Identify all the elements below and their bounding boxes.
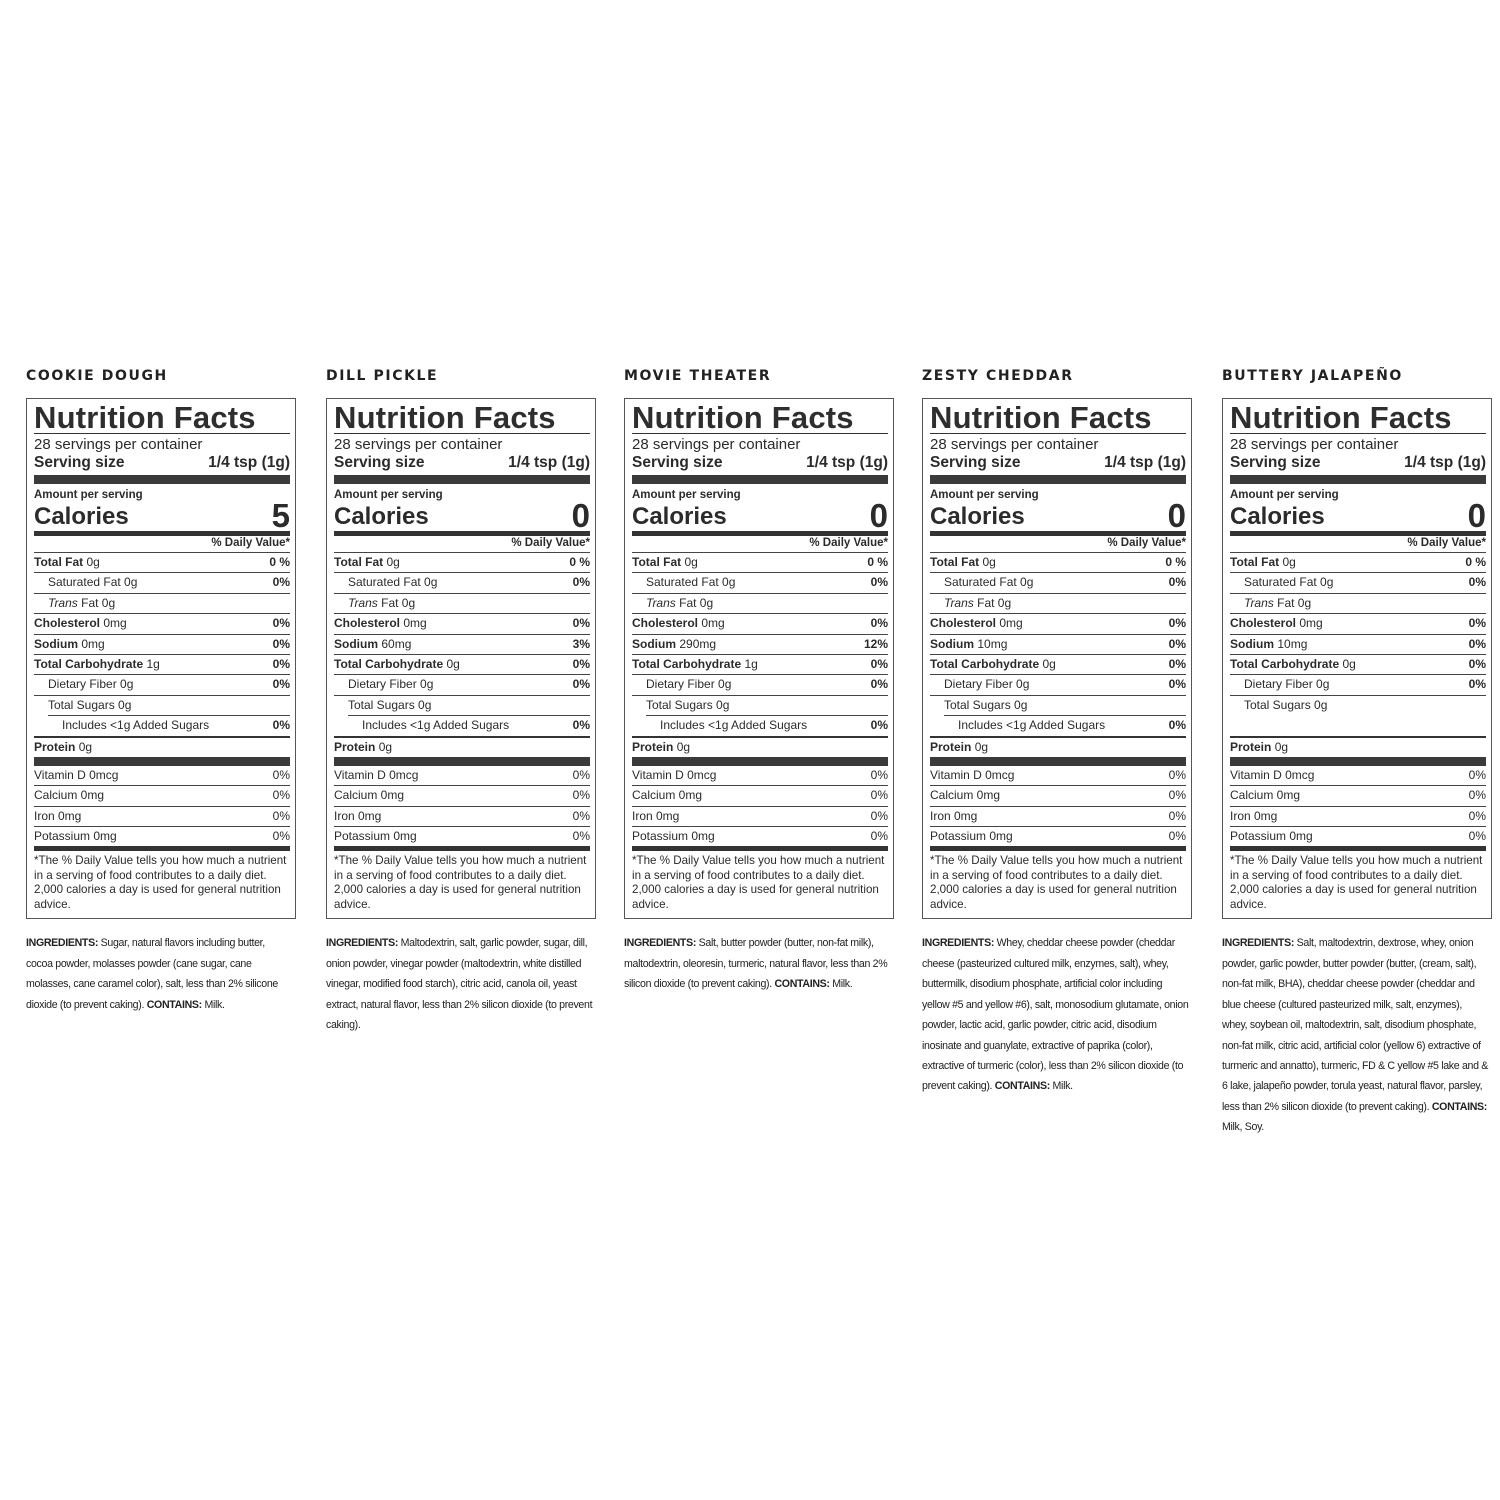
- daily-value-header: % Daily Value*: [809, 537, 888, 549]
- servings-per-container: 28 servings per container: [334, 436, 503, 453]
- nutrient-name: Vitamin D 0mcg: [930, 767, 1015, 782]
- saturated-fat-row: [334, 572, 590, 592]
- cholesterol-row: [632, 613, 888, 633]
- total-sugars-row: [34, 695, 290, 715]
- calories-value: 0: [869, 497, 888, 534]
- added-sugars-row: [646, 715, 888, 735]
- nutrient-dv: 0%: [1168, 575, 1186, 590]
- thick-divider: [34, 757, 290, 766]
- nutrient-dv: 0%: [870, 788, 888, 803]
- nutrient-name: Dietary Fiber 0g: [348, 677, 434, 692]
- dietary-fiber-row: [930, 674, 1186, 694]
- nutrient-name: Includes <1g Added Sugars: [62, 718, 210, 733]
- nutrient-dv: 0%: [1468, 636, 1486, 651]
- sodium-row: [1230, 634, 1486, 654]
- nutrient-name: Dietary Fiber 0g: [646, 677, 732, 692]
- sodium-row: [34, 634, 290, 654]
- nutrient-dv: 0%: [1168, 788, 1186, 803]
- total-carbohydrate-row: [632, 654, 888, 674]
- ingredients-text: INGREDIENTS: Sugar, natural flavors including butter, cocoa powder, molasses powder (cane sugar, cane molasses, cane caramel color), salt, less than 2% silicone dioxide (to prevent caking). CONTAINS: Milk.: [26, 937, 278, 1011]
- nutrient-dv: 0 %: [269, 555, 290, 569]
- serving-size-value: 1/4 tsp (1g): [508, 454, 590, 471]
- serving-size-label: Serving size: [930, 454, 1021, 471]
- ingredients-text: INGREDIENTS: Maltodextrin, salt, garlic powder, sugar, dill, onion powder, vinegar powder (maltodextrin, white distilled vinegar, modified food starch), citric acid, canola oil, yeast extract, natural flavor, less than 2% silicon dioxide (to prevent caking).: [326, 937, 593, 1032]
- nutrient-name: Vitamin D 0mcg: [632, 767, 717, 782]
- flavor-column: [26, 366, 294, 1015]
- thick-divider: [1230, 757, 1486, 766]
- nutrient-dv: 0%: [272, 636, 290, 651]
- total-fat-row: [1230, 552, 1486, 572]
- sodium-row: [632, 634, 888, 654]
- nutrient-name: Calcium 0mg: [632, 788, 703, 803]
- thick-divider: [632, 757, 888, 766]
- nutrient-name: Total Fat 0g: [1230, 555, 1296, 569]
- nutrient-name: Potassium 0mg: [34, 829, 117, 844]
- thick-divider: [930, 757, 1186, 766]
- nutrient-dv: 0%: [1468, 808, 1486, 823]
- nutrient-name: Saturated Fat 0g: [348, 575, 438, 590]
- servings-per-container: 28 servings per container: [930, 436, 1099, 453]
- nutrient-name: Trans Fat 0g: [348, 595, 416, 610]
- flavor-name: DILL PICKLE: [326, 368, 439, 384]
- amount-per-serving: Amount per serving: [930, 489, 1039, 501]
- nutrient-dv: 0%: [870, 656, 888, 671]
- dietary-fiber-row: [632, 674, 888, 694]
- nutrient-name: Includes <1g Added Sugars: [362, 718, 510, 733]
- nutrient-dv: 0 %: [569, 555, 590, 569]
- nutrition-facts-title: Nutrition Facts: [34, 400, 256, 435]
- nutrient-dv: 0%: [572, 616, 590, 631]
- serving-size-value: 1/4 tsp (1g): [806, 454, 888, 471]
- nutrient-dv: 0%: [1168, 808, 1186, 823]
- nutrient-name: Protein 0g: [930, 739, 989, 754]
- nutrient-name: Protein 0g: [334, 739, 393, 754]
- serving-size-row: [334, 453, 590, 472]
- vitamin-d-row: [632, 766, 888, 785]
- nutrient-name: Saturated Fat 0g: [1244, 575, 1334, 590]
- nutrient-name: Potassium 0mg: [334, 829, 417, 844]
- calories-label: Calories: [632, 503, 727, 530]
- nutrient-name: Saturated Fat 0g: [48, 575, 138, 590]
- nutrient-dv: 0 %: [1165, 555, 1186, 569]
- total-carbohydrate-row: [1230, 654, 1486, 674]
- nutrient-name: Total Carbohydrate 0g: [334, 656, 460, 671]
- nutrient-dv: 0%: [870, 829, 888, 844]
- vitamin-d-row: [1230, 766, 1486, 785]
- potassium-row: [632, 826, 888, 846]
- nutrient-name: Iron 0mg: [334, 808, 382, 823]
- nutrient-name: Potassium 0mg: [1230, 829, 1313, 844]
- amount-per-serving: Amount per serving: [1230, 489, 1339, 501]
- thick-divider: [334, 757, 590, 766]
- nutrient-dv: 0%: [1168, 718, 1186, 733]
- nutrient-name: Potassium 0mg: [632, 829, 715, 844]
- nutrient-dv: 0 %: [1465, 555, 1486, 569]
- nutrient-dv: 0%: [572, 829, 590, 844]
- iron-row: [930, 806, 1186, 826]
- amount-per-serving: Amount per serving: [334, 489, 443, 501]
- nutrient-dv: 0%: [1468, 767, 1486, 782]
- amount-per-serving: Amount per serving: [632, 489, 741, 501]
- trans-fat-row: [1230, 593, 1486, 613]
- dietary-fiber-row: [34, 674, 290, 694]
- cholesterol-row: [34, 613, 290, 633]
- total-sugars-row: [930, 695, 1186, 715]
- nutrient-dv: 0%: [870, 616, 888, 631]
- daily-value-footnote: *The % Daily Value tells you how much a nutrient in a serving of food contributes to a daily diet. 2,000 calories a day is used for general nutrition advice.: [632, 854, 885, 911]
- nutrient-dv: 0%: [1168, 829, 1186, 844]
- thick-divider: [1230, 475, 1486, 484]
- nutrient-dv: 0%: [272, 808, 290, 823]
- iron-row: [632, 806, 888, 826]
- potassium-row: [34, 826, 290, 846]
- calories-row: [1230, 497, 1486, 534]
- nutrient-dv: 0%: [1468, 656, 1486, 671]
- thick-divider: [632, 475, 888, 484]
- trans-fat-row: [930, 593, 1186, 613]
- flavor-column: [1222, 366, 1490, 1138]
- total-fat-row: [34, 552, 290, 572]
- nutrient-dv: 0%: [1468, 575, 1486, 590]
- nutrient-dv: 0%: [1468, 829, 1486, 844]
- nutrient-name: Trans Fat 0g: [646, 595, 714, 610]
- nutrient-dv: 0%: [572, 656, 590, 671]
- nutrition-facts-title: Nutrition Facts: [1230, 400, 1452, 435]
- nutrient-name: Total Sugars 0g: [1244, 697, 1328, 712]
- total-sugars-row: [1230, 695, 1486, 715]
- nutrient-dv: 0%: [1468, 677, 1486, 692]
- nutrient-name: Includes <1g Added Sugars: [660, 718, 808, 733]
- nutrient-name: Cholesterol 0mg: [34, 616, 127, 631]
- calcium-row: [632, 785, 888, 805]
- serving-size-row: [1230, 453, 1486, 472]
- nutrient-dv: 0%: [572, 788, 590, 803]
- nutrient-name: Saturated Fat 0g: [944, 575, 1034, 590]
- serving-size-value: 1/4 tsp (1g): [1404, 454, 1486, 471]
- nutrient-name: Protein 0g: [1230, 739, 1289, 754]
- nutrient-name: Potassium 0mg: [930, 829, 1013, 844]
- calories-label: Calories: [930, 503, 1025, 530]
- total-fat-row: [334, 552, 590, 572]
- flavor-name: COOKIE DOUGH: [26, 368, 168, 384]
- flavor-name: MOVIE THEATER: [624, 368, 772, 384]
- nutrient-dv: 0%: [272, 767, 290, 782]
- saturated-fat-row: [632, 572, 888, 592]
- serving-size-label: Serving size: [1230, 454, 1321, 471]
- saturated-fat-row: [930, 572, 1186, 592]
- total-sugars-row: [632, 695, 888, 715]
- protein-row: [930, 736, 1186, 757]
- vitamin-d-row: [930, 766, 1186, 785]
- saturated-fat-row: [34, 572, 290, 592]
- nutrient-dv: 0%: [1468, 788, 1486, 803]
- daily-value-footnote: *The % Daily Value tells you how much a nutrient in a serving of food contributes to a daily diet. 2,000 calories a day is used for general nutrition advice.: [1230, 854, 1483, 911]
- daily-value-header: % Daily Value*: [511, 537, 590, 549]
- iron-row: [334, 806, 590, 826]
- nutrient-dv: 0%: [1168, 616, 1186, 631]
- nutrient-dv: 0%: [870, 808, 888, 823]
- nutrient-dv: 0%: [272, 677, 290, 692]
- serving-size-label: Serving size: [34, 454, 125, 471]
- serving-size-value: 1/4 tsp (1g): [1104, 454, 1186, 471]
- nutrient-name: Total Fat 0g: [930, 555, 996, 569]
- daily-value-footnote: *The % Daily Value tells you how much a nutrient in a serving of food contributes to a daily diet. 2,000 calories a day is used for general nutrition advice.: [930, 854, 1183, 911]
- thick-divider: [34, 475, 290, 484]
- nutrient-name: Protein 0g: [632, 739, 691, 754]
- sodium-row: [334, 634, 590, 654]
- cholesterol-row: [1230, 613, 1486, 633]
- nutrient-dv: 0%: [272, 656, 290, 671]
- nutrient-dv: 0%: [870, 718, 888, 733]
- serving-size-label: Serving size: [334, 454, 425, 471]
- nutrient-name: Cholesterol 0mg: [334, 616, 427, 631]
- nutrient-name: Calcium 0mg: [334, 788, 405, 803]
- serving-size-row: [632, 453, 888, 472]
- protein-row: [632, 736, 888, 757]
- nutrient-dv: 0%: [572, 767, 590, 782]
- nutrient-name: Vitamin D 0mcg: [34, 767, 119, 782]
- cholesterol-row: [930, 613, 1186, 633]
- nutrition-facts-panel: [26, 398, 296, 919]
- total-carbohydrate-row: [34, 654, 290, 674]
- nutrition-facts-panel: [326, 398, 596, 919]
- potassium-row: [1230, 826, 1486, 846]
- nutrition-facts-panel: [1222, 398, 1492, 919]
- nutrient-dv: 0%: [870, 677, 888, 692]
- nutrient-name: Calcium 0mg: [1230, 788, 1301, 803]
- iron-row: [1230, 806, 1486, 826]
- nutrient-name: Total Sugars 0g: [48, 697, 132, 712]
- potassium-row: [334, 826, 590, 846]
- nutrient-name: Calcium 0mg: [34, 788, 105, 803]
- daily-value-header: % Daily Value*: [1407, 537, 1486, 549]
- serving-size-value: 1/4 tsp (1g): [208, 454, 290, 471]
- sodium-row: [930, 634, 1186, 654]
- nutrient-dv: 0%: [572, 808, 590, 823]
- daily-value-footnote: *The % Daily Value tells you how much a nutrient in a serving of food contributes to a daily diet. 2,000 calories a day is used for general nutrition advice.: [34, 854, 287, 911]
- serving-size-row: [930, 453, 1186, 472]
- nutrient-name: Protein 0g: [34, 739, 93, 754]
- nutrient-dv: 0%: [272, 718, 290, 733]
- nutrient-name: Total Carbohydrate 0g: [930, 656, 1056, 671]
- nutrient-dv: 0%: [1168, 677, 1186, 692]
- nutrient-dv: 0%: [1168, 767, 1186, 782]
- nutrient-name: Total Carbohydrate 0g: [1230, 656, 1356, 671]
- nutrient-name: Dietary Fiber 0g: [48, 677, 134, 692]
- nutrient-dv: 3%: [572, 636, 590, 651]
- added-sugars-row: [944, 715, 1186, 735]
- ingredients-text: INGREDIENTS: Salt, maltodextrin, dextrose, whey, onion powder, garlic powder, butter powder (butter, (cream, salt), non-fat milk, BHA), cheddar cheese powder (cheddar and blue cheese (cultured pasteurized milk, salt, enzymes), whey, soybean oil, maltodextrin, salt, disodium phosphate, non-fat milk, citric acid, artificial color (yellow 6) extractive of turmeric and annatto), turmeric, FD & C yellow #5 lake and & 6 lake, jalapeño powder, torula yeast, natural flavor, parsley, less than 2% silicon dioxide (to prevent caking). CONTAINS: Milk, Soy.: [1222, 937, 1489, 1134]
- vitamin-d-row: [334, 766, 590, 785]
- nutrient-name: Includes <1g Added Sugars: [958, 718, 1106, 733]
- nutrient-dv: 12%: [863, 636, 888, 651]
- total-carbohydrate-row: [930, 654, 1186, 674]
- ingredients-text: INGREDIENTS: Whey, cheddar cheese powder (cheddar cheese (pasteurized cultured milk, enzymes, salt), whey, buttermilk, disodium phosphate, artificial color including yellow #5 and yellow #6), salt, monosodium glutamate, onion powder, lactic acid, garlic powder, citric acid, disodium inosinate and guanylate, extractive of paprika (color), extractive of turmeric (color), less than 2% silicon dioxide (to prevent caking). CONTAINS: Milk.: [922, 937, 1189, 1093]
- amount-per-serving: Amount per serving: [34, 489, 143, 501]
- nutrient-dv: 0%: [572, 677, 590, 692]
- iron-row: [34, 806, 290, 826]
- thick-divider: [334, 475, 590, 484]
- calories-row: [334, 497, 590, 534]
- nutrient-name: Total Carbohydrate 1g: [632, 656, 758, 671]
- potassium-row: [930, 826, 1186, 846]
- nutrient-name: Dietary Fiber 0g: [944, 677, 1030, 692]
- flavor-column: [326, 366, 594, 1036]
- daily-value-header: % Daily Value*: [211, 537, 290, 549]
- added-sugars-row: [48, 715, 290, 735]
- nutrient-name: Trans Fat 0g: [48, 595, 116, 610]
- nutrient-name: Iron 0mg: [34, 808, 82, 823]
- nutrient-name: Iron 0mg: [1230, 808, 1278, 823]
- calories-value: 5: [271, 497, 290, 534]
- total-sugars-row: [334, 695, 590, 715]
- nutrient-name: Total Fat 0g: [632, 555, 698, 569]
- trans-fat-row: [334, 593, 590, 613]
- protein-row: [34, 736, 290, 757]
- flavor-name: BUTTERY JALAPEÑO: [1222, 368, 1403, 384]
- nutrient-name: Iron 0mg: [632, 808, 680, 823]
- nutrient-name: Iron 0mg: [930, 808, 978, 823]
- calories-label: Calories: [34, 503, 129, 530]
- nutrient-dv: 0%: [572, 718, 590, 733]
- nutrient-dv: 0%: [272, 616, 290, 631]
- saturated-fat-row: [1230, 572, 1486, 592]
- nutrient-name: Cholesterol 0mg: [632, 616, 725, 631]
- nutrient-name: Sodium 10mg: [930, 636, 1008, 651]
- nutrient-name: Cholesterol 0mg: [930, 616, 1023, 631]
- serving-size-label: Serving size: [632, 454, 723, 471]
- nutrient-name: Total Sugars 0g: [646, 697, 730, 712]
- vitamin-d-row: [34, 766, 290, 785]
- cholesterol-row: [334, 613, 590, 633]
- calcium-row: [34, 785, 290, 805]
- nutrient-dv: 0%: [1168, 636, 1186, 651]
- nutrition-facts-title: Nutrition Facts: [632, 400, 854, 435]
- flavor-name: ZESTY CHEDDAR: [922, 368, 1074, 384]
- nutrient-name: Vitamin D 0mcg: [1230, 767, 1315, 782]
- servings-per-container: 28 servings per container: [632, 436, 801, 453]
- nutrient-name: Total Fat 0g: [334, 555, 400, 569]
- servings-per-container: 28 servings per container: [1230, 436, 1399, 453]
- servings-per-container: 28 servings per container: [34, 436, 203, 453]
- nutrient-name: Trans Fat 0g: [1244, 595, 1312, 610]
- nutrient-name: Total Sugars 0g: [348, 697, 432, 712]
- calories-label: Calories: [1230, 503, 1325, 530]
- nutrition-facts-panel: [624, 398, 894, 919]
- calories-label: Calories: [334, 503, 429, 530]
- calcium-row: [1230, 785, 1486, 805]
- flavor-column: [624, 366, 892, 995]
- trans-fat-row: [34, 593, 290, 613]
- calories-row: [632, 497, 888, 534]
- calories-row: [34, 497, 290, 534]
- serving-size-row: [34, 453, 290, 472]
- protein-row: [334, 736, 590, 757]
- nutrient-dv: 0%: [272, 829, 290, 844]
- flavor-column: [922, 366, 1190, 1097]
- calories-value: 0: [1467, 497, 1486, 534]
- nutrient-dv: 0%: [272, 575, 290, 590]
- nutrient-name: Vitamin D 0mcg: [334, 767, 419, 782]
- trans-fat-row: [632, 593, 888, 613]
- calcium-row: [930, 785, 1186, 805]
- nutrient-name: Sodium 0mg: [34, 636, 105, 651]
- total-fat-row: [632, 552, 888, 572]
- nutrient-dv: 0%: [272, 788, 290, 803]
- nutrient-name: Sodium 290mg: [632, 636, 717, 651]
- calcium-row: [334, 785, 590, 805]
- nutrient-dv: 0%: [870, 575, 888, 590]
- dietary-fiber-row: [1230, 674, 1486, 694]
- nutrient-name: Total Sugars 0g: [944, 697, 1028, 712]
- nutrient-name: Total Fat 0g: [34, 555, 100, 569]
- nutrient-name: Calcium 0mg: [930, 788, 1001, 803]
- nutrient-name: Total Carbohydrate 1g: [34, 656, 160, 671]
- added-sugars-row: [348, 715, 590, 735]
- ingredients-text: INGREDIENTS: Salt, butter powder (butter, non-fat milk), maltodextrin, oleoresin, turmeric, natural flavor, less than 2% silicon dioxide (to prevent caking). CONTAINS: Milk.: [624, 937, 888, 991]
- nutrition-facts-panel: [922, 398, 1192, 919]
- total-carbohydrate-row: [334, 654, 590, 674]
- nutrient-name: Cholesterol 0mg: [1230, 616, 1323, 631]
- daily-value-header: % Daily Value*: [1107, 537, 1186, 549]
- total-fat-row: [930, 552, 1186, 572]
- nutrient-name: Sodium 10mg: [1230, 636, 1308, 651]
- daily-value-footnote: *The % Daily Value tells you how much a nutrient in a serving of food contributes to a daily diet. 2,000 calories a day is used for general nutrition advice.: [334, 854, 587, 911]
- nutrient-name: Trans Fat 0g: [944, 595, 1012, 610]
- nutrient-name: Sodium 60mg: [334, 636, 412, 651]
- calories-value: 0: [1167, 497, 1186, 534]
- calories-value: 0: [571, 497, 590, 534]
- dietary-fiber-row: [334, 674, 590, 694]
- nutrition-facts-title: Nutrition Facts: [334, 400, 556, 435]
- calories-row: [930, 497, 1186, 534]
- nutrient-dv: 0%: [1468, 616, 1486, 631]
- thick-divider: [930, 475, 1186, 484]
- nutrient-dv: 0 %: [867, 555, 888, 569]
- nutrient-name: Dietary Fiber 0g: [1244, 677, 1330, 692]
- nutrient-dv: 0%: [572, 575, 590, 590]
- nutrient-dv: 0%: [1168, 656, 1186, 671]
- nutrient-name: Saturated Fat 0g: [646, 575, 736, 590]
- protein-row: [1230, 736, 1486, 757]
- nutrient-dv: 0%: [870, 767, 888, 782]
- nutrition-facts-title: Nutrition Facts: [930, 400, 1152, 435]
